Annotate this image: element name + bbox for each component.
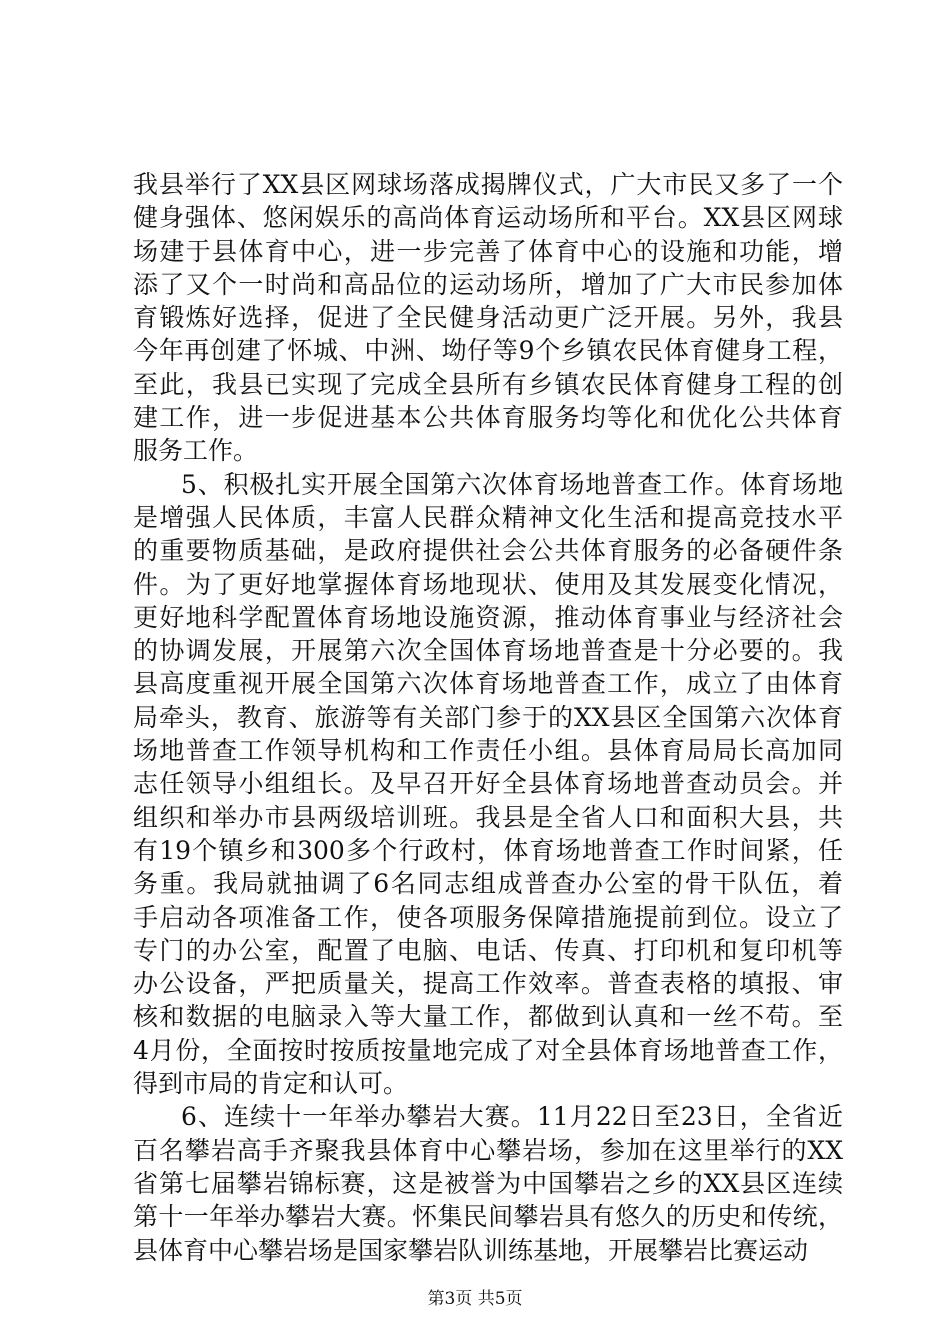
text-line: 场建于县体育中心，进一步完善了体育中心的设施和功能，增 bbox=[133, 236, 843, 266]
document-body bbox=[133, 168, 843, 1267]
text-line: 是增强人民体质，丰富人民群众精神文化生活和提高竞技水平 bbox=[133, 502, 843, 532]
text-line: 有19个镇乡和300多个行政村，体育场地普查工作时间紧，任 bbox=[133, 835, 843, 865]
page-footer: 第3页 共5页 bbox=[427, 1289, 523, 1309]
text-line: 务重。我局就抽调了6名同志组成普查办公室的骨干队伍，着 bbox=[133, 869, 843, 899]
text-line: 建工作，进一步促进基本公共体育服务均等化和优化公共体育 bbox=[133, 403, 843, 433]
text-line: 今年再创建了怀城、中洲、坳仔等9个乡镇农民体育健身工程， bbox=[133, 336, 843, 366]
text-line: 专门的办公室，配置了电脑、电话、传真、打印机和复印机等 bbox=[133, 935, 843, 965]
text-line: 手启动各项准备工作，使各项服务保障措施提前到位。设立了 bbox=[133, 902, 843, 932]
text-line: 的重要物质基础，是政府提供社会公共体育服务的必备硬件条 bbox=[133, 536, 843, 566]
text-line: 县高度重视开展全国第六次体育场地普查工作，成立了由体育 bbox=[133, 669, 843, 699]
text-line: 省第七届攀岩锦标赛，这是被誉为中国攀岩之乡的XX县区连续 bbox=[133, 1168, 843, 1198]
text-line: 我县举行了XX县区网球场落成揭牌仪式，广大市民又多了一个 bbox=[133, 170, 843, 199]
text-line: 百名攀岩高手齐聚我县体育中心攀岩场，参加在这里举行的XX bbox=[133, 1135, 843, 1165]
text-line: 件。为了更好地掌握体育场地现状、使用及其发展变化情况， bbox=[133, 569, 843, 599]
text-line: 6、连续十一年举办攀岩大赛。11月22日至23日，全省近 bbox=[181, 1102, 843, 1132]
text-line: 场地普查工作领导机构和工作责任小组。县体育局局长高加同 bbox=[133, 736, 843, 766]
text-line: 组织和举办市县两级培训班。我县是全省人口和面积大县，共 bbox=[133, 802, 843, 832]
text-line: 核和数据的电脑录入等大量工作，都做到认真和一丝不苟。至 bbox=[133, 1002, 843, 1032]
text-line: 服务工作。 bbox=[133, 436, 259, 466]
text-line: 的协调发展，开展第六次全国体育场地普查是十分必要的。我 bbox=[133, 636, 843, 666]
text-line: 5、积极扎实开展全国第六次体育场地普查工作。体育场地 bbox=[181, 469, 843, 499]
text-line: 健身强体、悠闲娱乐的高尚体育运动场所和平台。XX县区网球 bbox=[133, 203, 843, 233]
text-line: 更好地科学配置体育场地设施资源，推动体育事业与经济社会 bbox=[133, 602, 843, 632]
text-line: 4月份，全面按时按质按量地完成了对全县体育场地普查工作， bbox=[133, 1035, 843, 1065]
text-line: 育锻炼好选择，促进了全民健身活动更广泛开展。另外，我县 bbox=[133, 303, 843, 333]
text-line: 至此，我县已实现了完成全县所有乡镇农民体育健身工程的创 bbox=[133, 369, 843, 399]
text-line: 得到市局的肯定和认可。 bbox=[133, 1069, 409, 1099]
text-line: 办公设备，严把质量关，提高工作效率。普查表格的填报、审 bbox=[133, 969, 843, 999]
text-line: 志任领导小组组长。及早召开好全县体育场地普查动员会。并 bbox=[133, 769, 843, 799]
text-line: 添了又个一时尚和高品位的运动场所，增加了广大市民参加体 bbox=[133, 269, 843, 299]
text-line: 县体育中心攀岩场是国家攀岩队训练基地，开展攀岩比赛运动 bbox=[133, 1235, 809, 1265]
text-line: 局牵头，教育、旅游等有关部门参于的XX县区全国第六次体育 bbox=[133, 702, 843, 732]
text-line: 第十一年举办攀岩大赛。怀集民间攀岩具有悠久的历史和传统， bbox=[133, 1202, 843, 1232]
